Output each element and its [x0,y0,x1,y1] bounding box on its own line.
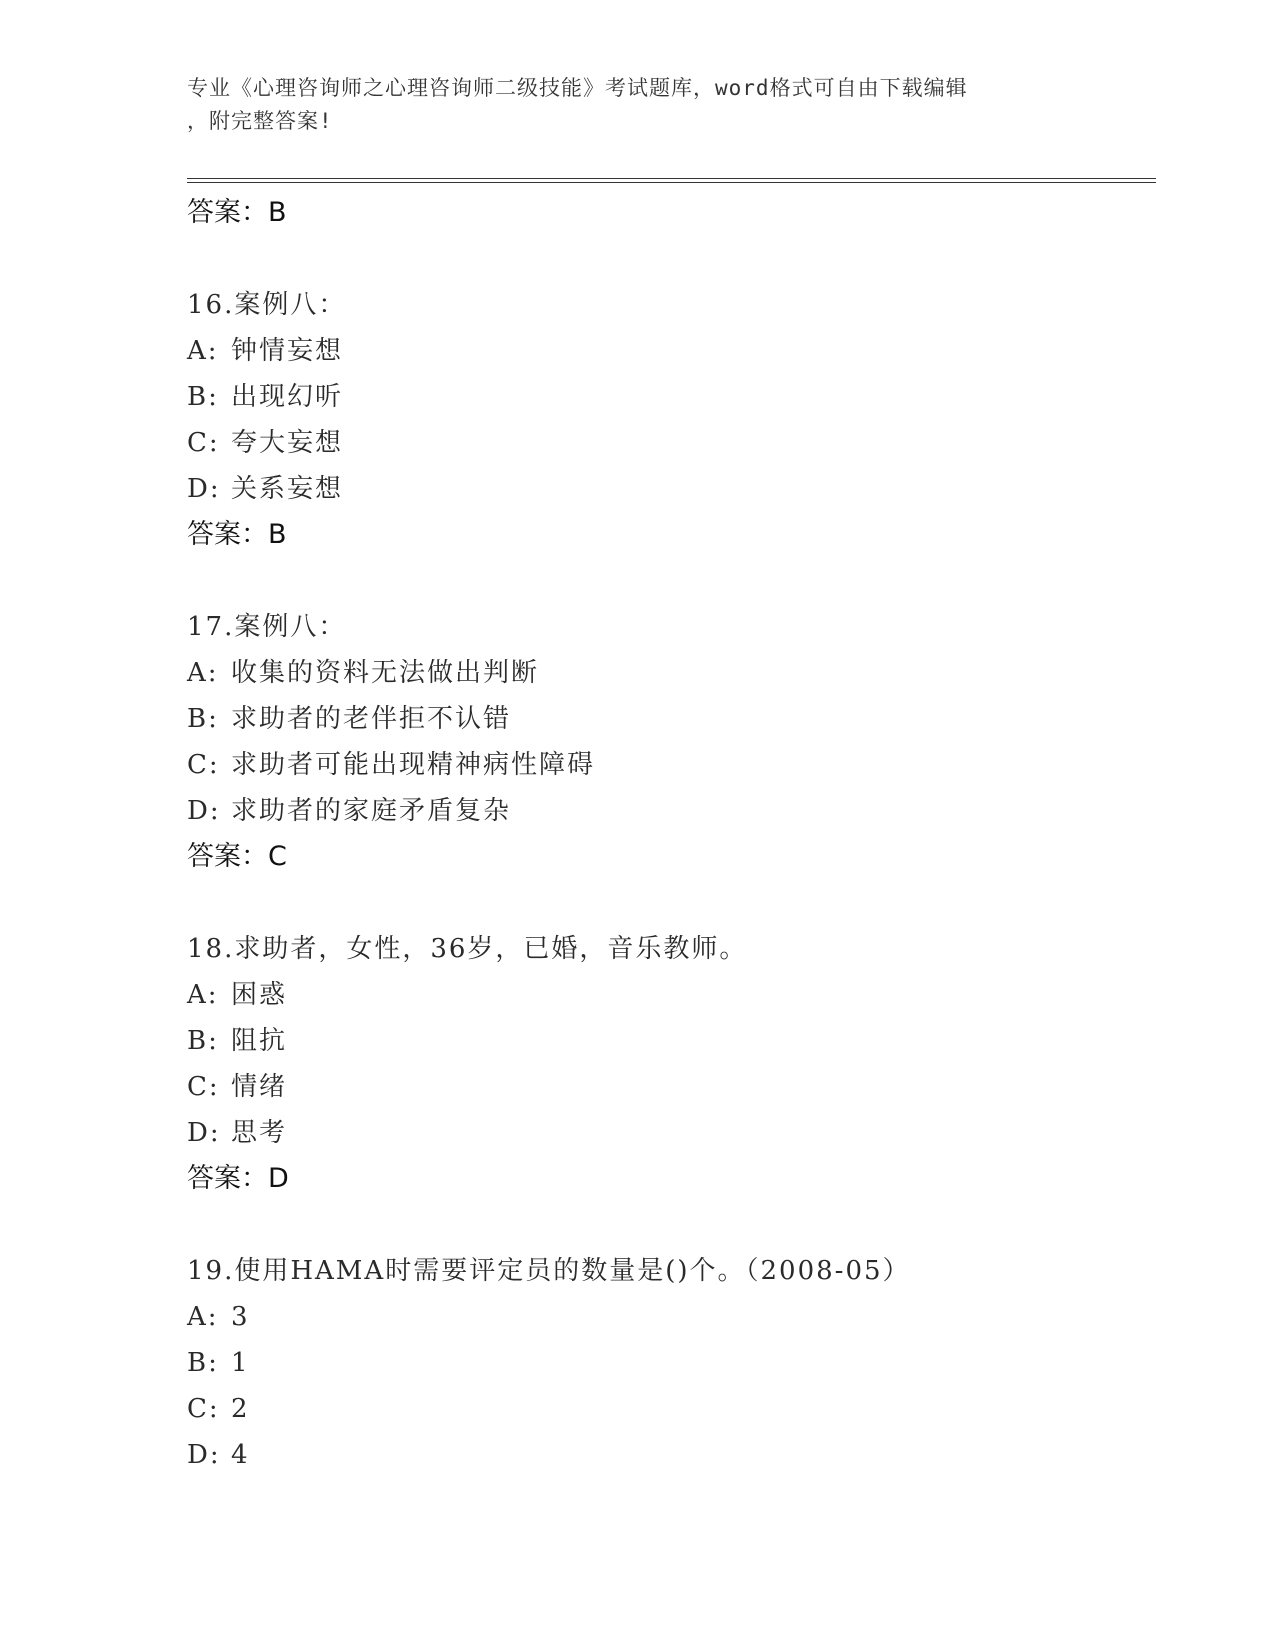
option-label: C: [187,428,220,458]
question-list [187,190,1147,1478]
option-label: C: [187,1072,220,1102]
option-b [187,1340,1147,1386]
option-text: 困惑 [231,980,288,1010]
option-c [187,1386,1147,1432]
spacer [187,558,1147,604]
question-block [187,1248,1147,1478]
option-text: 1 [231,1348,250,1378]
spacer [187,1202,1147,1248]
question-text: 17.案例八： [187,612,347,642]
option-c [187,420,1147,466]
answer-line: 答案：B [187,197,287,228]
option-text: 钟情妄想 [231,336,344,366]
option-label: A: [187,1302,219,1332]
option-label: B: [187,1026,219,1056]
option-label: D: [187,1440,221,1470]
document-header [187,72,1067,138]
option-text: 求助者的老伴拒不认错 [231,704,512,734]
option-text: 出现幻听 [231,382,344,412]
option-label: D: [187,1118,221,1148]
option-label: A: [187,980,219,1010]
answer-line: 答案：C [187,841,287,872]
option-d [187,1432,1147,1478]
option-text: 收集的资料无法做出判断 [231,658,540,688]
question-text: 19.使用HAMA时需要评定员的数量是()个。（2008-05） [187,1256,911,1286]
option-a [187,328,1147,374]
option-text: 思考 [231,1118,288,1148]
question-block [187,604,1147,880]
option-text: 3 [231,1302,250,1332]
question-text: 16.案例八： [187,290,347,320]
option-label: C: [187,750,220,780]
option-text: 2 [231,1394,250,1424]
option-d [187,788,1147,834]
option-label: A: [187,336,219,366]
answer-line: 答案：D [187,1163,289,1194]
option-text: 情绪 [231,1072,288,1102]
option-text: 夸大妄想 [231,428,344,458]
question-block [187,926,1147,1202]
question-block [187,282,1147,558]
header-line-2: ，附完整答案! [187,109,333,133]
option-label: B: [187,704,219,734]
option-b [187,374,1147,420]
header-divider-bottom [187,182,1156,183]
option-text: 求助者的家庭矛盾复杂 [231,796,512,826]
header-divider-top [187,178,1156,179]
option-label: A: [187,658,219,688]
option-text: 4 [231,1440,250,1470]
option-a [187,1294,1147,1340]
question-text: 18.求助者，女性，36岁，已婚，音乐教师。 [187,934,748,964]
header-line-1: 专业《心理咨询师之心理咨询师二级技能》考试题库，word格式可自由下载编辑 [187,76,968,100]
option-text: 关系妄想 [231,474,344,504]
option-d [187,1110,1147,1156]
option-d [187,466,1147,512]
option-a [187,650,1147,696]
spacer [187,236,1147,282]
option-label: B: [187,1348,219,1378]
option-c [187,742,1147,788]
option-c [187,1064,1147,1110]
option-a [187,972,1147,1018]
option-b [187,696,1147,742]
spacer [187,880,1147,926]
option-label: D: [187,796,221,826]
option-label: C: [187,1394,220,1424]
answer-line: 答案：B [187,519,287,550]
option-b [187,1018,1147,1064]
option-label: B: [187,382,219,412]
option-text: 阻抗 [231,1026,288,1056]
option-label: D: [187,474,221,504]
option-text: 求助者可能出现精神病性障碍 [231,750,596,780]
